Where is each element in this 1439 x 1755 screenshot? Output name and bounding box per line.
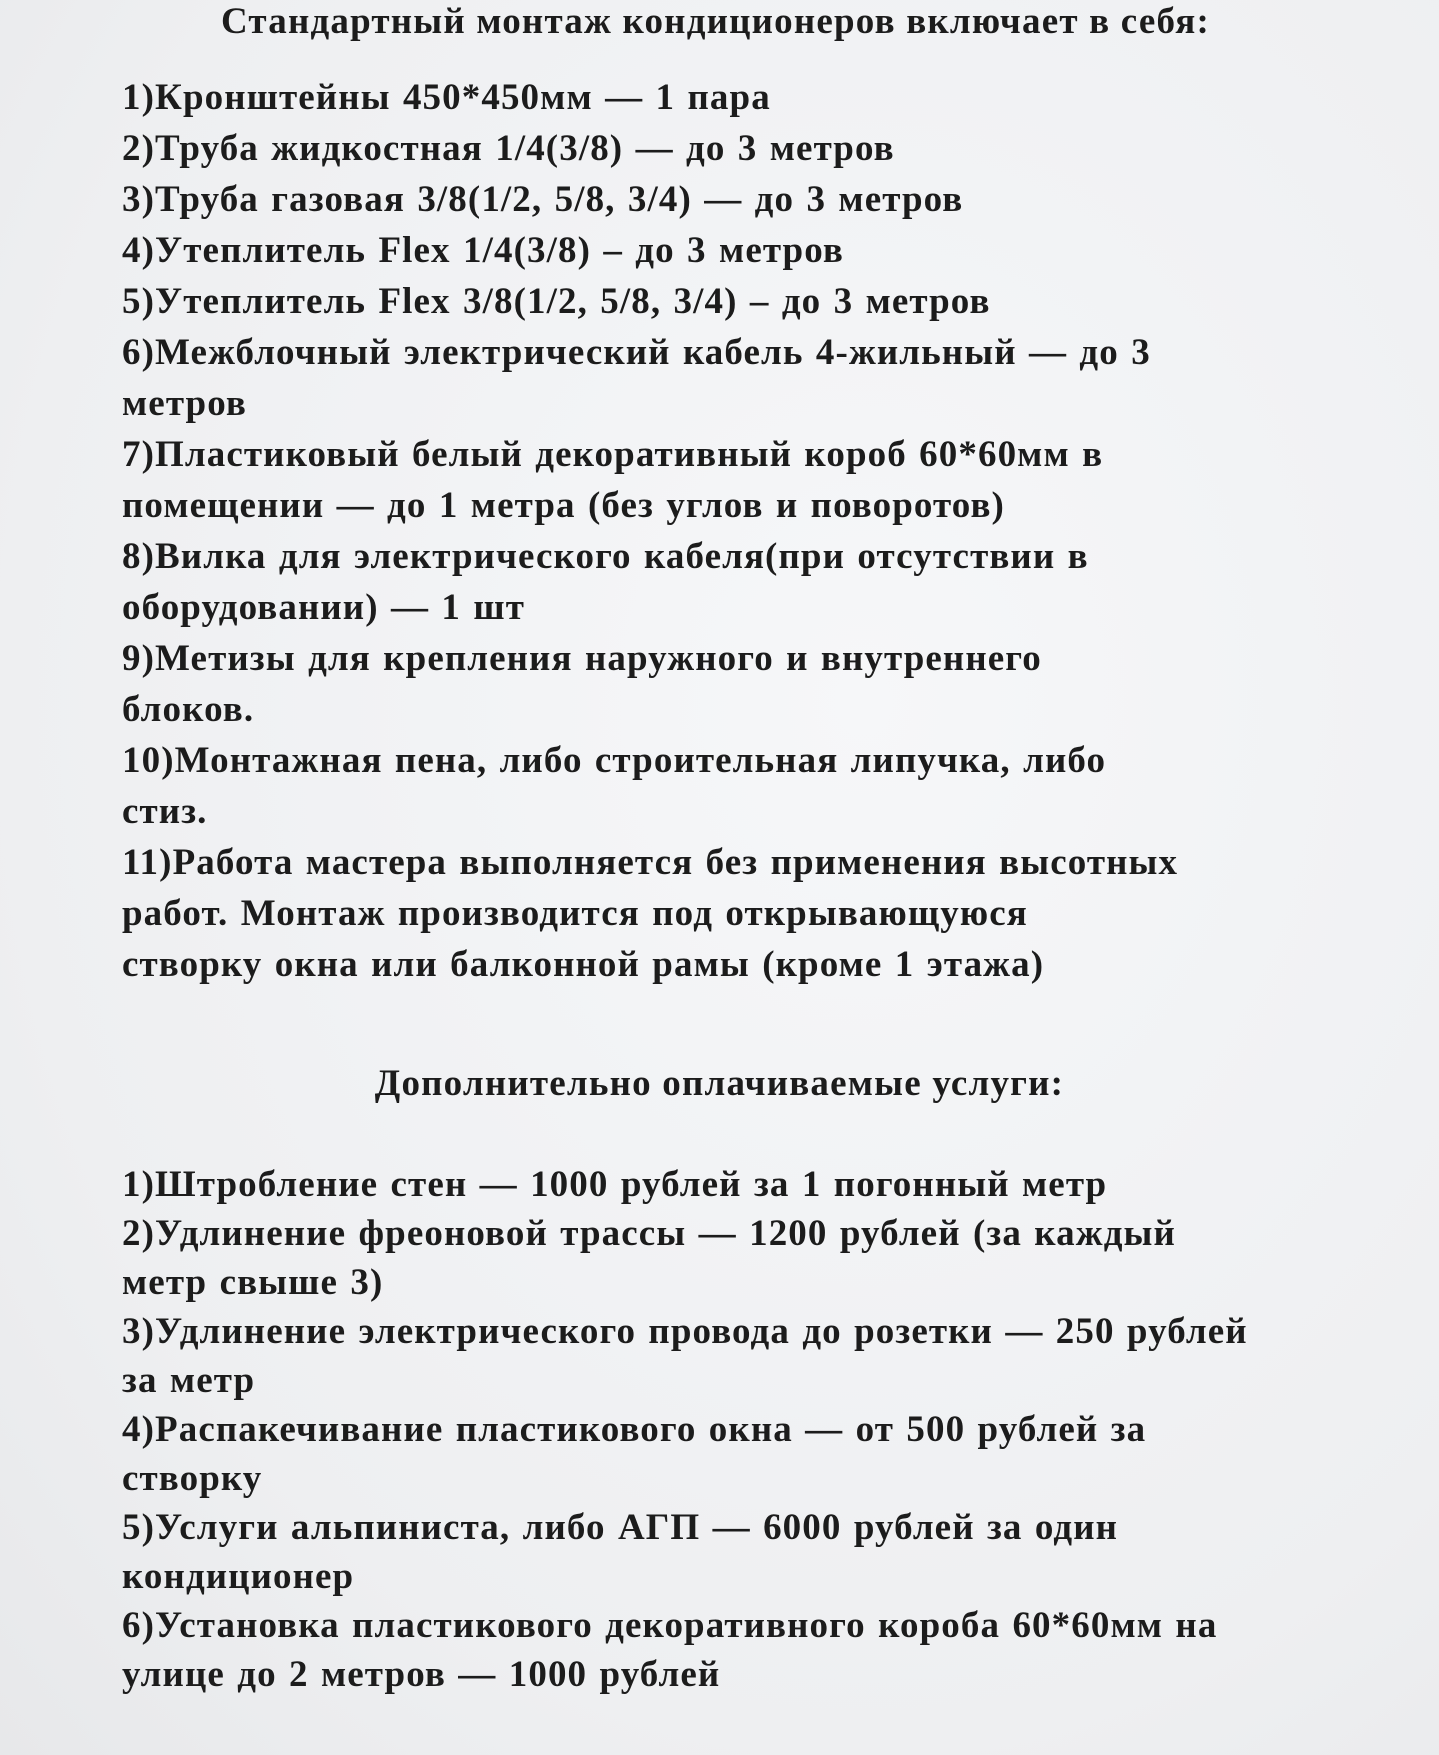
list-item-line: 2)Труба жидкостная 1/4(3/8) — до 3 метров bbox=[122, 128, 895, 169]
list-item-line: 3)Удлинение электрического провода до розетки — 250 рублей bbox=[122, 1311, 1248, 1352]
list-item bbox=[122, 837, 1342, 990]
list-item-line: 6)Межблочный электрический кабель 4-жильный — до 3 bbox=[122, 332, 1151, 373]
list-item-line: 6)Установка пластикового декоративного короба 60*60мм на bbox=[122, 1605, 1218, 1646]
list-item-line: улице до 2 метров — 1000 рублей bbox=[122, 1654, 721, 1695]
list-item-line: стиз. bbox=[122, 791, 208, 832]
list-item-line: работ. Монтаж производится под открывающуюся bbox=[122, 893, 1028, 934]
list-item bbox=[122, 1405, 1342, 1503]
list-item bbox=[122, 1307, 1342, 1405]
list-item-line: 9)Метизы для крепления наружного и внутреннего bbox=[122, 638, 1042, 679]
list-item-line: 4)Утеплитель Flex 1/4(3/8) – до 3 метров bbox=[122, 230, 844, 271]
list-item-line: 1)Штробление стен — 1000 рублей за 1 погонный метр bbox=[122, 1164, 1108, 1205]
list-item-line: 5)Услуги альпиниста, либо АГП — 6000 рублей за один bbox=[122, 1507, 1119, 1548]
list-item bbox=[122, 327, 1342, 429]
list-item bbox=[122, 429, 1342, 531]
list-item bbox=[122, 1503, 1342, 1601]
extra-services-heading: Дополнительно оплачиваемые услуги: bbox=[374, 1063, 1065, 1104]
list-item-line: створку окна или балконной рамы (кроме 1 этажа) bbox=[122, 944, 1045, 985]
list-item bbox=[122, 735, 1342, 837]
list-item bbox=[122, 1209, 1342, 1307]
list-item-line: 3)Труба газовая 3/8(1/2, 5/8, 3/4) — до 3 метров bbox=[122, 179, 964, 220]
list-item-line: створку bbox=[122, 1458, 263, 1499]
list-item bbox=[122, 225, 1342, 276]
list-item bbox=[122, 72, 1342, 123]
list-item-line: помещении — до 1 метра (без углов и поворотов) bbox=[122, 485, 1005, 526]
list-item bbox=[122, 1160, 1342, 1209]
list-item-line: 10)Монтажная пена, либо строительная липучка, либо bbox=[122, 740, 1107, 781]
list-item-line: метров bbox=[122, 383, 247, 424]
list-item-line: за метр bbox=[122, 1360, 256, 1401]
list-item-line: 2)Удлинение фреоновой трассы — 1200 рублей (за каждый bbox=[122, 1213, 1176, 1254]
list-item-line: оборудовании) — 1 шт bbox=[122, 587, 525, 628]
list-item-line: 1)Кронштейны 450*450мм — 1 пара bbox=[122, 77, 771, 118]
list-item bbox=[122, 633, 1342, 735]
list-item-line: 5)Утеплитель Flex 3/8(1/2, 5/8, 3/4) – до 3 метров bbox=[122, 281, 991, 322]
list-item-line: 8)Вилка для электрического кабеля(при отсутствии в bbox=[122, 536, 1089, 577]
list-item bbox=[122, 174, 1342, 225]
list-item bbox=[122, 276, 1342, 327]
list-item-line: метр свыше 3) bbox=[122, 1262, 384, 1303]
extra-services-list bbox=[122, 1160, 1342, 1699]
list-item-line: блоков. bbox=[122, 689, 255, 730]
list-item bbox=[122, 1601, 1342, 1699]
main-heading: Стандартный монтаж кондиционеров включает в себя: bbox=[220, 1, 1210, 42]
list-item-line: 11)Работа мастера выполняется без применения высотных bbox=[122, 842, 1179, 883]
list-item-line: кондиционер bbox=[122, 1556, 355, 1597]
list-item bbox=[122, 123, 1342, 174]
list-item-line: 4)Распакечивание пластикового окна — от 500 рублей за bbox=[122, 1409, 1147, 1450]
list-item bbox=[122, 531, 1342, 633]
standard-items-list bbox=[122, 72, 1342, 990]
list-item-line: 7)Пластиковый белый декоративный короб 60*60мм в bbox=[122, 434, 1104, 475]
